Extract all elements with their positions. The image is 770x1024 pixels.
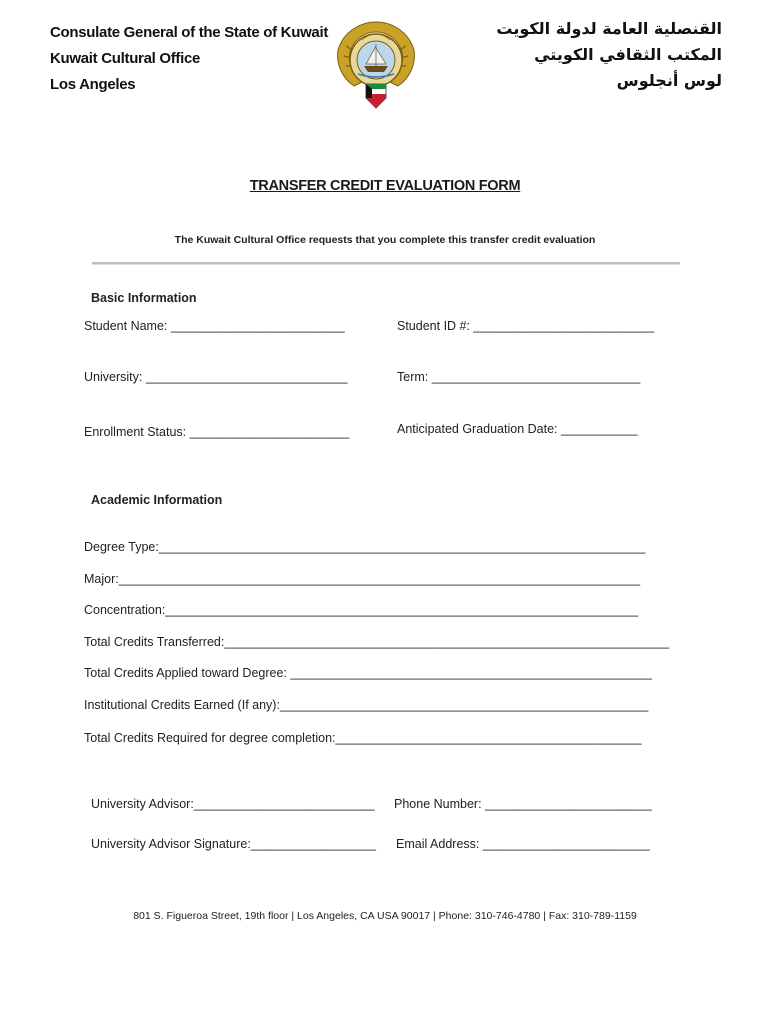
degree-type-field[interactable]: Degree Type:______________________________________________________________________ [84,540,646,554]
divider [92,262,680,265]
email-address-field[interactable]: Email Address: ________________________ [396,837,650,851]
institutional-credits-field[interactable]: Institutional Credits Earned (If any):_____________________________________________________ [84,698,649,712]
header-english-line-3: Los Angeles [50,76,136,93]
academic-info-heading: Academic Information [91,493,223,507]
concentration-field[interactable]: Concentration:____________________________________________________________________ [84,603,639,617]
university-field[interactable]: University: _____________________________ [84,370,348,384]
credits-required-field[interactable]: Total Credits Required for degree completion:____________________________________________ [84,731,642,745]
basic-info-heading: Basic Information [91,291,197,305]
student-name-field[interactable]: Student Name: _________________________ [84,319,345,333]
form-title: TRANSFER CREDIT EVALUATION FORM [249,178,521,194]
university-advisor-field[interactable]: University Advisor:__________________________ [91,797,375,811]
major-field[interactable]: Major:___________________________________________________________________________ [84,572,641,586]
phone-number-field[interactable]: Phone Number: ________________________ [394,797,652,811]
student-id-field[interactable]: Student ID #: __________________________ [397,319,655,333]
advisor-signature-field[interactable]: University Advisor Signature:__________________ [91,837,376,851]
header-arabic-line-1: القنصلية العامة لدولة الكويت [496,19,722,38]
credits-applied-field[interactable]: Total Credits Applied toward Degree: ____________________________________________________ [84,666,652,680]
term-field[interactable]: Term: ______________________________ [397,370,641,384]
anticipated-graduation-field[interactable]: Anticipated Graduation Date: ___________ [397,422,638,436]
form-subtitle: The Kuwait Cultural Office requests that you complete this transfer credit evaluation [174,234,596,246]
kuwait-coat-of-arms-icon [332,16,420,114]
header-english-line-1: Consulate General of the State of Kuwait [50,24,329,41]
footer-address: 801 S. Figueroa Street, 19th floor | Los Angeles, CA USA 90017 | Phone: 310-746-4780 | Fax: 310-789-1159 [133,910,637,922]
header-arabic-line-3: لوس أنجلوس [616,71,722,90]
header-arabic [452,16,722,94]
header-english [50,20,328,98]
header-arabic-line-2: المكتب الثقافي الكويتي [534,45,722,64]
total-credits-transferred-field[interactable]: Total Credits Transferred:________________________________________________________________ [84,635,670,649]
header-english-line-2: Kuwait Cultural Office [50,50,201,67]
enrollment-status-field[interactable]: Enrollment Status: _______________________ [84,425,350,439]
